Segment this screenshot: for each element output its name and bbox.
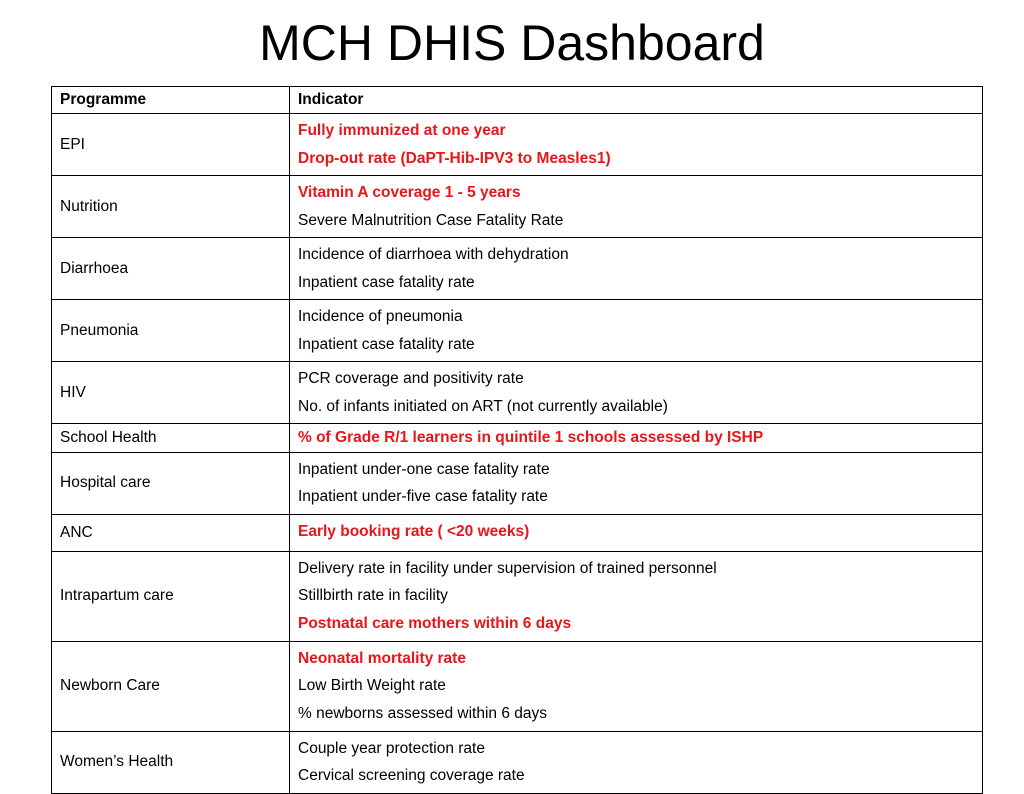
table-row — [52, 551, 983, 641]
programme-cell: EPI — [52, 114, 290, 176]
indicator-cell — [290, 362, 983, 424]
table-row — [52, 300, 983, 362]
indicator-cell — [290, 300, 983, 362]
table-row — [52, 641, 983, 731]
indicator-table — [51, 86, 983, 794]
programme-cell: Diarrhoea — [52, 238, 290, 300]
table-row — [52, 238, 983, 300]
programme-cell: ANC — [52, 514, 290, 551]
indicator-item: Inpatient under-one case fatality rate — [298, 460, 550, 478]
table-row — [52, 514, 983, 551]
indicator-cell — [290, 641, 983, 731]
indicator-item: Neonatal mortality rate — [298, 649, 466, 667]
programme-cell: Intrapartum care — [52, 551, 290, 641]
column-header-indicator: Indicator — [290, 87, 983, 114]
table-header-row — [52, 87, 983, 114]
indicator-item: Delivery rate in facility under supervision of trained personnel — [298, 559, 717, 577]
programme-cell: School Health — [52, 424, 290, 453]
indicator-item: Incidence of pneumonia — [298, 308, 463, 325]
indicator-cell — [290, 176, 983, 238]
indicator-item: Inpatient under-five case fatality rate — [298, 488, 548, 505]
indicator-cell — [290, 731, 983, 793]
programme-cell: Pneumonia — [52, 300, 290, 362]
table-row — [52, 424, 983, 453]
programme-cell: Hospital care — [52, 452, 290, 514]
column-header-programme: Programme — [52, 87, 290, 114]
programme-cell: Newborn Care — [52, 641, 290, 731]
indicator-item: Low Birth Weight rate — [298, 677, 446, 694]
indicator-cell — [290, 238, 983, 300]
indicator-item: Drop-out rate (DaPT-Hib-IPV3 to Measles1) — [298, 149, 611, 167]
indicator-item: % of Grade R/1 learners in quintile 1 schools assessed by ISHP — [298, 429, 764, 446]
table-row — [52, 452, 983, 514]
indicator-item: Fully immunized at one year — [298, 122, 506, 139]
indicator-item: Postnatal care mothers within 6 days — [298, 614, 572, 632]
indicator-item: Severe Malnutrition Case Fatality Rate — [298, 211, 564, 229]
indicator-item: Cervical screening coverage rate — [298, 767, 525, 784]
indicator-cell — [290, 424, 983, 453]
table-row — [52, 362, 983, 424]
table-row — [52, 114, 983, 176]
indicator-item: Early booking rate ( <20 weeks) — [298, 522, 530, 540]
indicator-item: No. of infants initiated on ART (not currently available) — [298, 397, 668, 415]
indicator-item: PCR coverage and positivity rate — [298, 370, 524, 387]
indicator-cell — [290, 551, 983, 641]
table-row — [52, 176, 983, 238]
indicator-cell — [290, 114, 983, 176]
programme-cell: HIV — [52, 362, 290, 424]
indicator-item: % newborns assessed within 6 days — [298, 704, 547, 722]
indicator-cell — [290, 514, 983, 551]
table-row — [52, 731, 983, 793]
indicator-item: Stillbirth rate in facility — [298, 587, 448, 604]
programme-cell: Nutrition — [52, 176, 290, 238]
indicator-item: Couple year protection rate — [298, 739, 485, 757]
indicator-item: Vitamin A coverage 1 - 5 years — [298, 184, 521, 201]
indicator-item: Inpatient case fatality rate — [298, 335, 475, 353]
indicator-cell — [290, 452, 983, 514]
page-title: MCH DHIS Dashboard — [259, 15, 765, 71]
indicator-item: Inpatient case fatality rate — [298, 273, 475, 291]
programme-cell: Women’s Health — [52, 731, 290, 793]
indicator-item: Incidence of diarrhoea with dehydration — [298, 246, 569, 263]
